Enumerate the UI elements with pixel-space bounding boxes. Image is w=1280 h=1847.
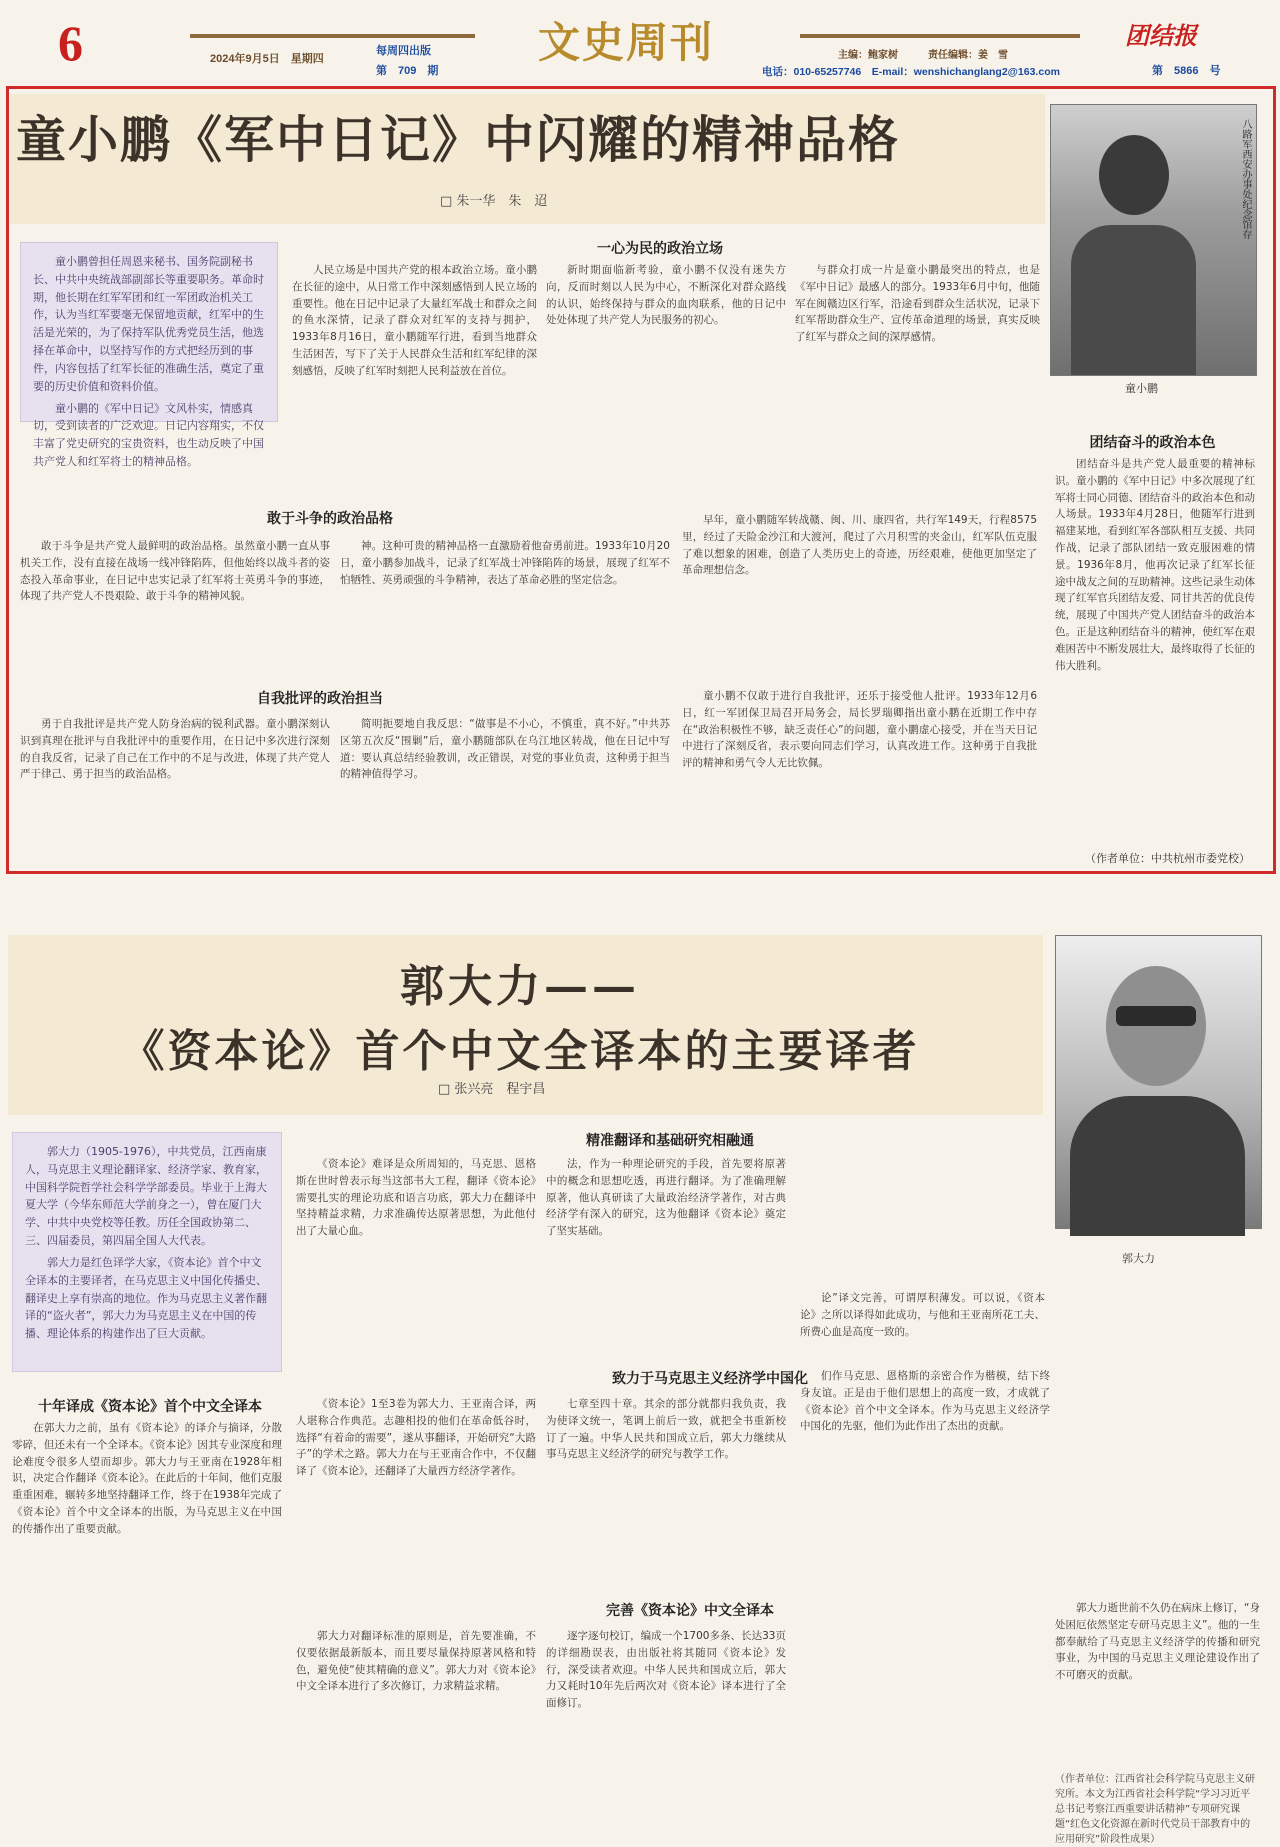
paragraph: 团结奋斗是共产党人最重要的精神标识。童小鹏的《军中日记》中多次展现了红军将士同心同德、团结奋斗的政治本色和动人场景。1933年4月28日，他随军行进到福建某地，看到红军各部队相互支援、共同作战，记录了部队团结一致克服困难的情景。1936年8月，他再次记录了红军长征途中战友之间的互助精神。这些记录生动体现了红军官兵团结友爱、同甘共苦的优良传统，展现了中国共产党人团结奋斗的政治本色。正是这种团结奋斗的精神，使红军在艰难困苦中不断发展壮大，最终取得了长征的伟大胜利。: [1055, 458, 1255, 672]
text-column: [682, 512, 1037, 658]
issue-number: 第 709 期: [376, 65, 439, 77]
issue-date: 2024年9月5日 星期四: [210, 53, 324, 65]
intro-box: [12, 1132, 282, 1372]
section-heading: 十年译成《资本论》首个中文全译本: [38, 1399, 262, 1415]
text-column: [546, 1156, 786, 1366]
text-column: [546, 1628, 786, 1828]
intro-box: [20, 242, 278, 468]
paragraph: 郭大力对翻译标准的原则是，首先要准确，不仅要依据最新版本，而且要尽量保持原著风格和特色，避免使“使其精确的意义”。郭大力对《资本论》中文全译本进行了多次修订，力求精益求精。: [296, 1630, 536, 1693]
section-heading: 团结奋斗的政治本色: [1089, 435, 1216, 451]
intro-paragraph: 童小鹏曾担任周恩来秘书、国务院副秘书长、中共中央统战部副部长等重要职务。革命时期，他长期在红军军团和红一军团政治机关工作，认为当红军要毫无保留地贡献，红军中的生活是光荣的，为了保持军队优秀党员生活，他选择在革命中，以坚持写作的方式把经历到的事件，内容包括了红军长征的准确生活，奠定了重要的历史价值和资料价值。: [33, 255, 264, 393]
text-column: [292, 262, 537, 502]
newspaper-logo: 团结报: [1125, 21, 1197, 50]
text-column: [800, 1368, 1050, 1580]
article-title-line1: 郭大力——: [400, 961, 640, 1012]
section-heading: 致力于马克思主义经济学中国化: [612, 1371, 808, 1387]
paragraph: 七章至四十章。其余的部分就都归我负责，我为使译文统一，笔调上前后一致，就把全书重新校订了一遍。中华人民共和国成立后，郭大力继续从事马克思主义经济学的研究与教学工作。: [546, 1398, 786, 1461]
paragraph: 勇于自我批评是共产党人防身治病的锐利武器。童小鹏深刻认识到真理在批评与自我批评中的重要作用，在日记中多次进行深刻的自我反省，记录了自己在工作中的不足与改进，体现了共产党人严于律己、勇于担当的政治品格。: [20, 718, 330, 781]
paragraph: 新时期面临新考验，童小鹏不仅没有迷失方向，反而时刻以人民为中心，不断深化对群众路线的认识，始终保持与群众的血肉联系，他的日记中处处体现了共产党人为民服务的初心。: [546, 264, 786, 327]
text-column: [800, 1290, 1045, 1366]
paragraph: 郭大力逝世前不久仍在病床上修订，“身处困厄依然坚定专研马克思主义”。他的一生都奉献给了马克思主义经济学的传播和研究事业，为中国的马克思主义理论建设作出了不可磨灭的贡献。: [1055, 1602, 1260, 1682]
text-column: [12, 1420, 282, 1828]
paragraph: 简明扼要地自我反思：“做事是不小心，不慎重，真不好。”中共苏区第五次反“围剿”后，童小鹏随部队在乌江地区转战，他在日记中写道：要认真总结经验教训，改正错误，对党的事业负责，这种勇于担当的精神值得学习。: [340, 718, 670, 781]
paragraph: 论”译文完善，可谓厚积薄发。可以说，《资本论》之所以译得如此成功，与他和王亚南所花工夫、所费心血是高度一致的。: [800, 1292, 1045, 1338]
intro-paragraph: 郭大力是红色译学大家，《资本论》首个中文全译本的主要译者，在马克思主义中国化传播史、翻译史上享有崇高的地位。作为马克思主义著作翻译的“盗火者”，郭大力为马克思主义在中国的传播、理论体系的构建作出了巨大贡献。: [25, 1255, 267, 1341]
text-column: [20, 716, 330, 862]
text-column: [296, 1396, 536, 1580]
page-number: 6: [58, 15, 83, 71]
header-rule-right: [800, 34, 1080, 38]
photo-inscription: 八路军西安办事处纪念馆存: [1240, 119, 1251, 239]
section-title: 文史周刊: [538, 18, 715, 67]
portrait-photo: [1055, 935, 1262, 1229]
text-column: [682, 688, 1037, 862]
paragraph: 《资本论》1至3卷为郭大力、王亚南合译，两人堪称合作典范。志趣相投的他们在革命低谷时，选择“有着命的需要”，遂从事翻译，开始研究“大路子”的学术之路。郭大力在与王亚南合作中，不仅翻译了《资本论》，还翻译了大量西方经济学著作。: [296, 1398, 536, 1478]
edition-label: 每周四出版: [376, 45, 431, 57]
author-affiliation: （作者单位：中共杭州市委党校）: [1085, 852, 1250, 865]
article-title: 童小鹏《军中日记》中闪耀的精神品格: [16, 110, 900, 169]
text-column: [546, 262, 786, 502]
article-byline: □ 张兴亮 程宇昌: [438, 1082, 546, 1097]
author-affiliation: （作者单位：江西省社会科学院马克思主义研究所。本文为江西省社会科学院“学习习近平总书记考察江西重要讲话精神”专项研究课题“红色文化资源在新时代党员干部教育中的应用研究”阶段性成果）: [1055, 1774, 1255, 1845]
article-byline: □ 朱一华 朱 迢: [440, 194, 548, 209]
portrait-photo: [1050, 104, 1257, 376]
article-title-line2: 《资本论》首个中文全译本的主要译者: [120, 1026, 920, 1077]
text-column: [296, 1156, 536, 1366]
paragraph: 人民立场是中国共产党的根本政治立场。童小鹏在长征的途中，从日常工作中深刻感悟到人民立场的重要性。他在日记中记录了大量红军战士和群众之间的鱼水深情，记录了群众对红军的支持与拥护，1933年8月16日，童小鹏随军行进，看到当地群众生活困苦，写下了关于人民群众生活和红军纪律的深刻感悟，反映了红军时刻把人民利益放在首位。: [292, 264, 537, 377]
section-heading: 敢于斗争的政治品格: [267, 511, 393, 527]
intro-paragraph: 郭大力（1905-1976），中共党员，江西南康人，马克思主义理论翻译家、经济学家、教育家，中国科学院哲学社会科学学部委员。毕业于上海大夏大学（今华东师范大学前身之一），曾在厦门大学、中共中央党校等任教。历任全国政协第二、三、四届委员，第四届全国人大代表。: [25, 1145, 267, 1248]
text-column: [1055, 456, 1255, 816]
paragraph: 神。这种可贵的精神品格一直激励着他奋勇前进。1933年10月20日，童小鹏参加战斗，记录了红军战士冲锋陷阵的场景，展现了红军不怕牺牲、英勇顽强的斗争精神，表达了革命必胜的坚定信念。: [340, 540, 670, 586]
photo-caption: 童小鹏: [1125, 382, 1158, 395]
paragraph: 敢于斗争是共产党人最鲜明的政治品格。虽然童小鹏一直从事机关工作，没有直接在战场一线冲锋陷阵，但他始终以战斗者的姿态投入革命事业，在日记中忠实记录了红军将士英勇斗争的事迹，体现了共产党人不畏艰险、敢于斗争的精神风貌。: [20, 540, 330, 603]
text-column: [20, 538, 330, 658]
text-column: [1055, 1600, 1260, 1770]
paragraph: 童小鹏不仅敢于进行自我批评，还乐于接受他人批评。1933年12月6日，红一军团保卫局召开局务会，局长罗瑞卿指出童小鹏在近期工作中存在“政治积极性不够，缺乏责任心”的问题，童小鹏虚心接受，并在当天日记中进行了深刻反省，表示要向同志们学习，认真改进工作。这种勇于自我批评的精神和勇气令人无比钦佩。: [682, 690, 1037, 770]
paragraph: 《资本论》难译是众所周知的，马克思、恩格斯在世时曾表示每当这部书大工程，翻译《资本论》需要扎实的理论功底和语言功底，郭大力在翻译中坚持精益求精，力求准确传达原著思想，为此他付出了大量心血。: [296, 1158, 536, 1238]
text-column: [546, 1396, 786, 1580]
header-rule-left: [190, 34, 475, 38]
section-heading: 完善《资本论》中文全译本: [606, 1603, 774, 1619]
section-heading: 一心为民的政治立场: [597, 241, 723, 257]
serial-number: 第 5866 号: [1152, 65, 1221, 77]
paragraph: 法，作为一种理论研究的手段，首先要将原著中的概念和思想吃透，再进行翻译。为了准确理解原著，他认真研读了大量政治经济学著作，对古典经济学有深入的研究，这为他翻译《资本论》奠定了坚实基础。: [546, 1158, 786, 1238]
paragraph: 与群众打成一片是童小鹏最突出的特点，也是《军中日记》最感人的部分。1933年6月中旬，他随军在闽赣边区行军，沿途看到群众生活状况，记录下红军帮助群众生产、宣传革命道理的场景，真实反映了红军与群众之间的深厚感情。: [795, 264, 1040, 344]
photo-caption: 郭大力: [1122, 1252, 1155, 1265]
intro-paragraph: 童小鹏的《军中日记》文风朴实，情感真切，受到读者的广泛欢迎。日记内容翔实，不仅丰富了党史研究的宝贵资料，也生动反映了中国共产党人和红军将士的精神品格。: [33, 401, 264, 468]
text-column: [296, 1628, 536, 1828]
paragraph: 在郭大力之前，虽有《资本论》的译介与摘译，分散零碎，但还未有一个全译本。《资本论》因其专业深度和理论难度令很多人望而却步。郭大力与王亚南在1928年相识，决定合作翻译《资本论》。在此后的十年间，他们克服重重困难，辗转多地坚持翻译工作，终于在1938年完成了《资本论》首个中文全译本的出版，为马克思主义在中国的传播作出了重要贡献。: [12, 1422, 282, 1535]
paragraph: 们作马克思、恩格斯的亲密合作为楷模，结下终身友谊。正是由于他们思想上的高度一致，才成就了《资本论》首个中文全译本。作为马克思主义经济学中国化的先驱，他们为此作出了杰出的贡献。: [800, 1370, 1050, 1433]
text-column: [340, 716, 670, 862]
editor-line: 主编：鲍家树 责任编辑：姜 雪: [838, 50, 1008, 61]
section-heading: 自我批评的政治担当: [257, 691, 383, 707]
contact-line: 电话：010-65257746 E-mail：wenshichanglang2@163.com: [762, 66, 1060, 78]
text-column: [795, 262, 1040, 502]
text-column: [340, 538, 670, 658]
section-heading: 精准翻译和基础研究相融通: [586, 1133, 754, 1149]
paragraph: 逐字逐句校订，编成一个1700多条、长达33页的详细勘误表，由出版社将其随同《资本论》发行，深受读者欢迎。中华人民共和国成立后，郭大力又耗时10年先后两次对《资本论》译本进行了全面修订。: [546, 1630, 786, 1710]
paragraph: 早年，童小鹏随军转战赣、闽、川、康四省，共行军149天，行程8575里，经过了天险金沙江和大渡河，爬过了六月积雪的夹金山，红军队伍克服了难以想象的困难，创造了人类历史上的奇迹，历经艰难，使他更加坚定了革命理想信念。: [682, 514, 1037, 577]
